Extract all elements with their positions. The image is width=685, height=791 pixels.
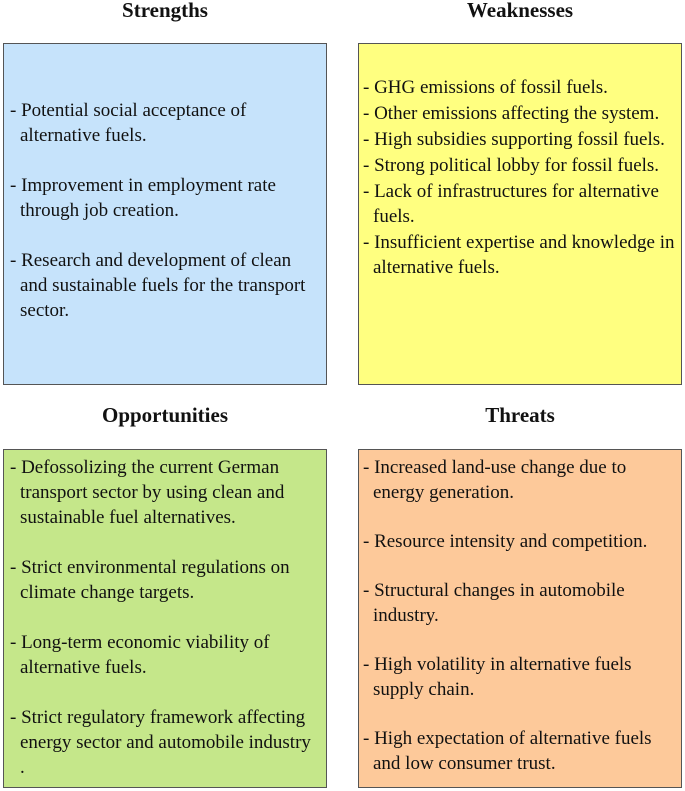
threat-item: - Increased land-use change due to energy generation. (363, 457, 627, 503)
weakness-item: - High subsidies supporting fossil fuels. (363, 129, 665, 150)
weakness-item: - Strong political lobby for fossil fuels. (363, 155, 660, 176)
threat-item: - Resource intensity and competition. (363, 531, 648, 552)
opportunities-title: Opportunities (101, 403, 229, 427)
threat-item: - Structural changes in automobile industry. (363, 580, 625, 626)
threats-title: Threats (485, 403, 555, 427)
opportunity-item: - Long-term economic viability of alternative fuels. (10, 632, 270, 678)
opportunities-box (3, 449, 327, 788)
threat-item: - High volatility in alternative fuels supply chain. (363, 654, 632, 700)
opportunity-item: - Strict environmental regulations on climate change targets. (10, 557, 290, 603)
strengths-title: Strengths (122, 0, 208, 22)
opportunity-item: - Defossolizing the current German transport sector by using clean and sustainable fuel alternatives. (10, 457, 285, 528)
strengths-box (3, 43, 327, 385)
weakness-item: - Other emissions affecting the system. (363, 103, 660, 124)
weakness-item: - Lack of infrastructures for alternative fuels. (363, 181, 659, 227)
threat-item: - High expectation of alternative fuels and low consumer trust. (363, 728, 652, 774)
weakness-item: - GHG emissions of fossil fuels. (363, 77, 608, 98)
strength-item: - Research and development of clean and sustainable fuels for the transport sector. (10, 250, 306, 321)
strength-item: - Improvement in employment rate through job creation. (10, 175, 276, 221)
weaknesses-title: Weaknesses (466, 0, 574, 22)
weakness-item: - Insufficient expertise and knowledge in alternative fuels. (363, 232, 675, 278)
strength-item: - Potential social acceptance of alternative fuels. (10, 100, 247, 146)
weaknesses-box (358, 43, 682, 385)
threats-box (358, 449, 682, 788)
opportunity-item: - Strict regulatory framework affecting energy sector and automobile industry . (10, 707, 311, 778)
